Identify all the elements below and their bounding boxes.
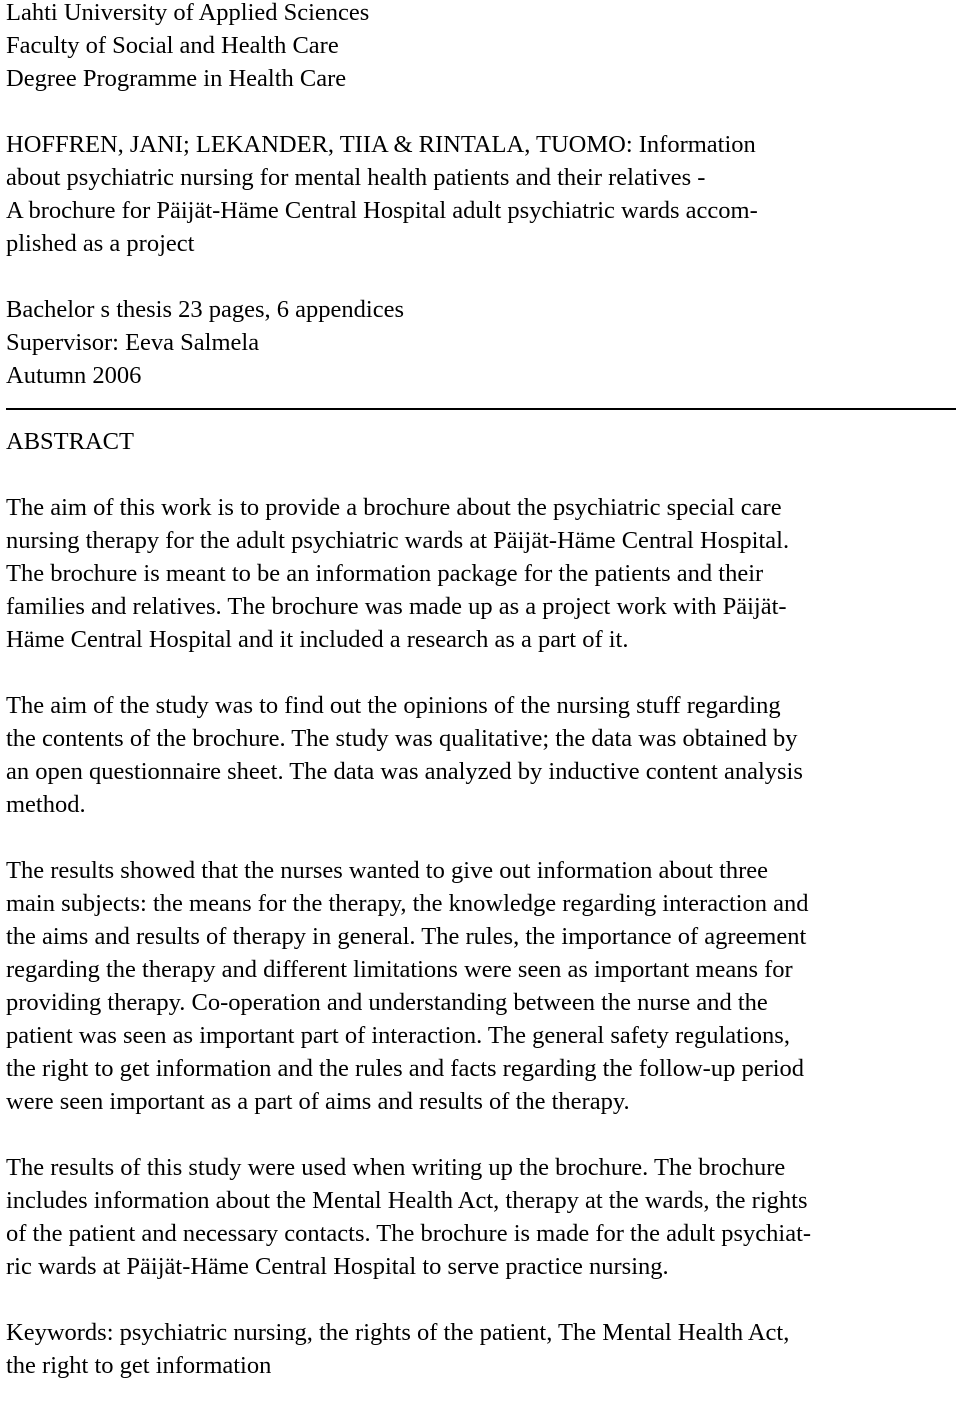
paragraph-line: regarding the therapy and different limitations were seen as important means for [6,956,793,983]
abstract-paragraph-2 [6,689,956,821]
title-line: plished as a project [6,230,195,257]
paragraph-line: The results showed that the nurses wanted to give out information about three [6,857,769,884]
thesis-title-block [6,128,956,260]
paragraph-line: includes information about the Mental Health Act, therapy at the wards, the rights [6,1187,808,1214]
keywords [6,1316,956,1382]
term: Autumn 2006 [6,362,142,389]
paragraph-line: the aims and results of therapy in general. The rules, the importance of agreement [6,923,807,950]
paragraph-line: nursing therapy for the adult psychiatric wards at Päijät-Häme Central Hospital. [6,527,790,554]
abstract-heading: ABSTRACT [6,428,134,455]
paragraph-line: the right to get information and the rules and facts regarding the follow-up period [6,1055,805,1082]
paragraph-line: method. [6,791,86,818]
abstract-paragraph-1 [6,491,956,656]
paragraph-line: ric wards at Päijät-Häme Central Hospital to serve practice nursing. [6,1253,669,1280]
paragraph-line: The results of this study were used when writing up the brochure. The brochure [6,1154,786,1181]
supervisor: Supervisor: Eeva Salmela [6,329,260,356]
paragraph-line: an open questionnaire sheet. The data was analyzed by inductive content analysis [6,758,803,785]
institution-name: Lahti University of Applied Sciences [6,0,370,26]
keywords-line: Keywords: psychiatric nursing, the rights of the patient, The Mental Health Act, [6,1319,790,1346]
title-line: A brochure for Päijät-Häme Central Hospital adult psychiatric wards accom- [6,197,758,224]
title-line: about psychiatric nursing for mental health patients and their relatives - [6,164,706,191]
thesis-meta [6,293,956,392]
faculty-name: Faculty of Social and Health Care [6,32,339,59]
paragraph-line: providing therapy. Co-operation and understanding between the nurse and the [6,989,768,1016]
paragraph-line: The aim of this work is to provide a brochure about the psychiatric special care [6,494,782,521]
paragraph-line: the contents of the brochure. The study was qualitative; the data was obtained by [6,725,798,752]
title-line: HOFFREN, JANI; LEKANDER, TIIA & RINTALA, TUOMO: Information [6,131,756,158]
abstract-paragraph-4 [6,1151,956,1283]
paragraph-line: main subjects: the means for the therapy, the knowledge regarding interaction and [6,890,809,917]
institution-header [6,0,956,95]
abstract-paragraph-3 [6,854,956,1118]
document-page [6,0,956,1382]
paragraph-line: of the patient and necessary contacts. The brochure is made for the adult psychiat- [6,1220,812,1247]
paragraph-line: families and relatives. The brochure was made up as a project work with Päijät- [6,593,787,620]
paragraph-line: The aim of the study was to find out the opinions of the nursing stuff regarding [6,692,781,719]
programme-name: Degree Programme in Health Care [6,65,347,92]
paragraph-line: The brochure is meant to be an information package for the patients and their [6,560,764,587]
paragraph-line: patient was seen as important part of interaction. The general safety regulations, [6,1022,790,1049]
paragraph-line: were seen important as a part of aims and results of the therapy. [6,1088,630,1115]
paragraph-line: Häme Central Hospital and it included a research as a part of it. [6,626,629,653]
thesis-pages: Bachelor s thesis 23 pages, 6 appendices [6,296,405,323]
keywords-line: the right to get information [6,1352,272,1379]
